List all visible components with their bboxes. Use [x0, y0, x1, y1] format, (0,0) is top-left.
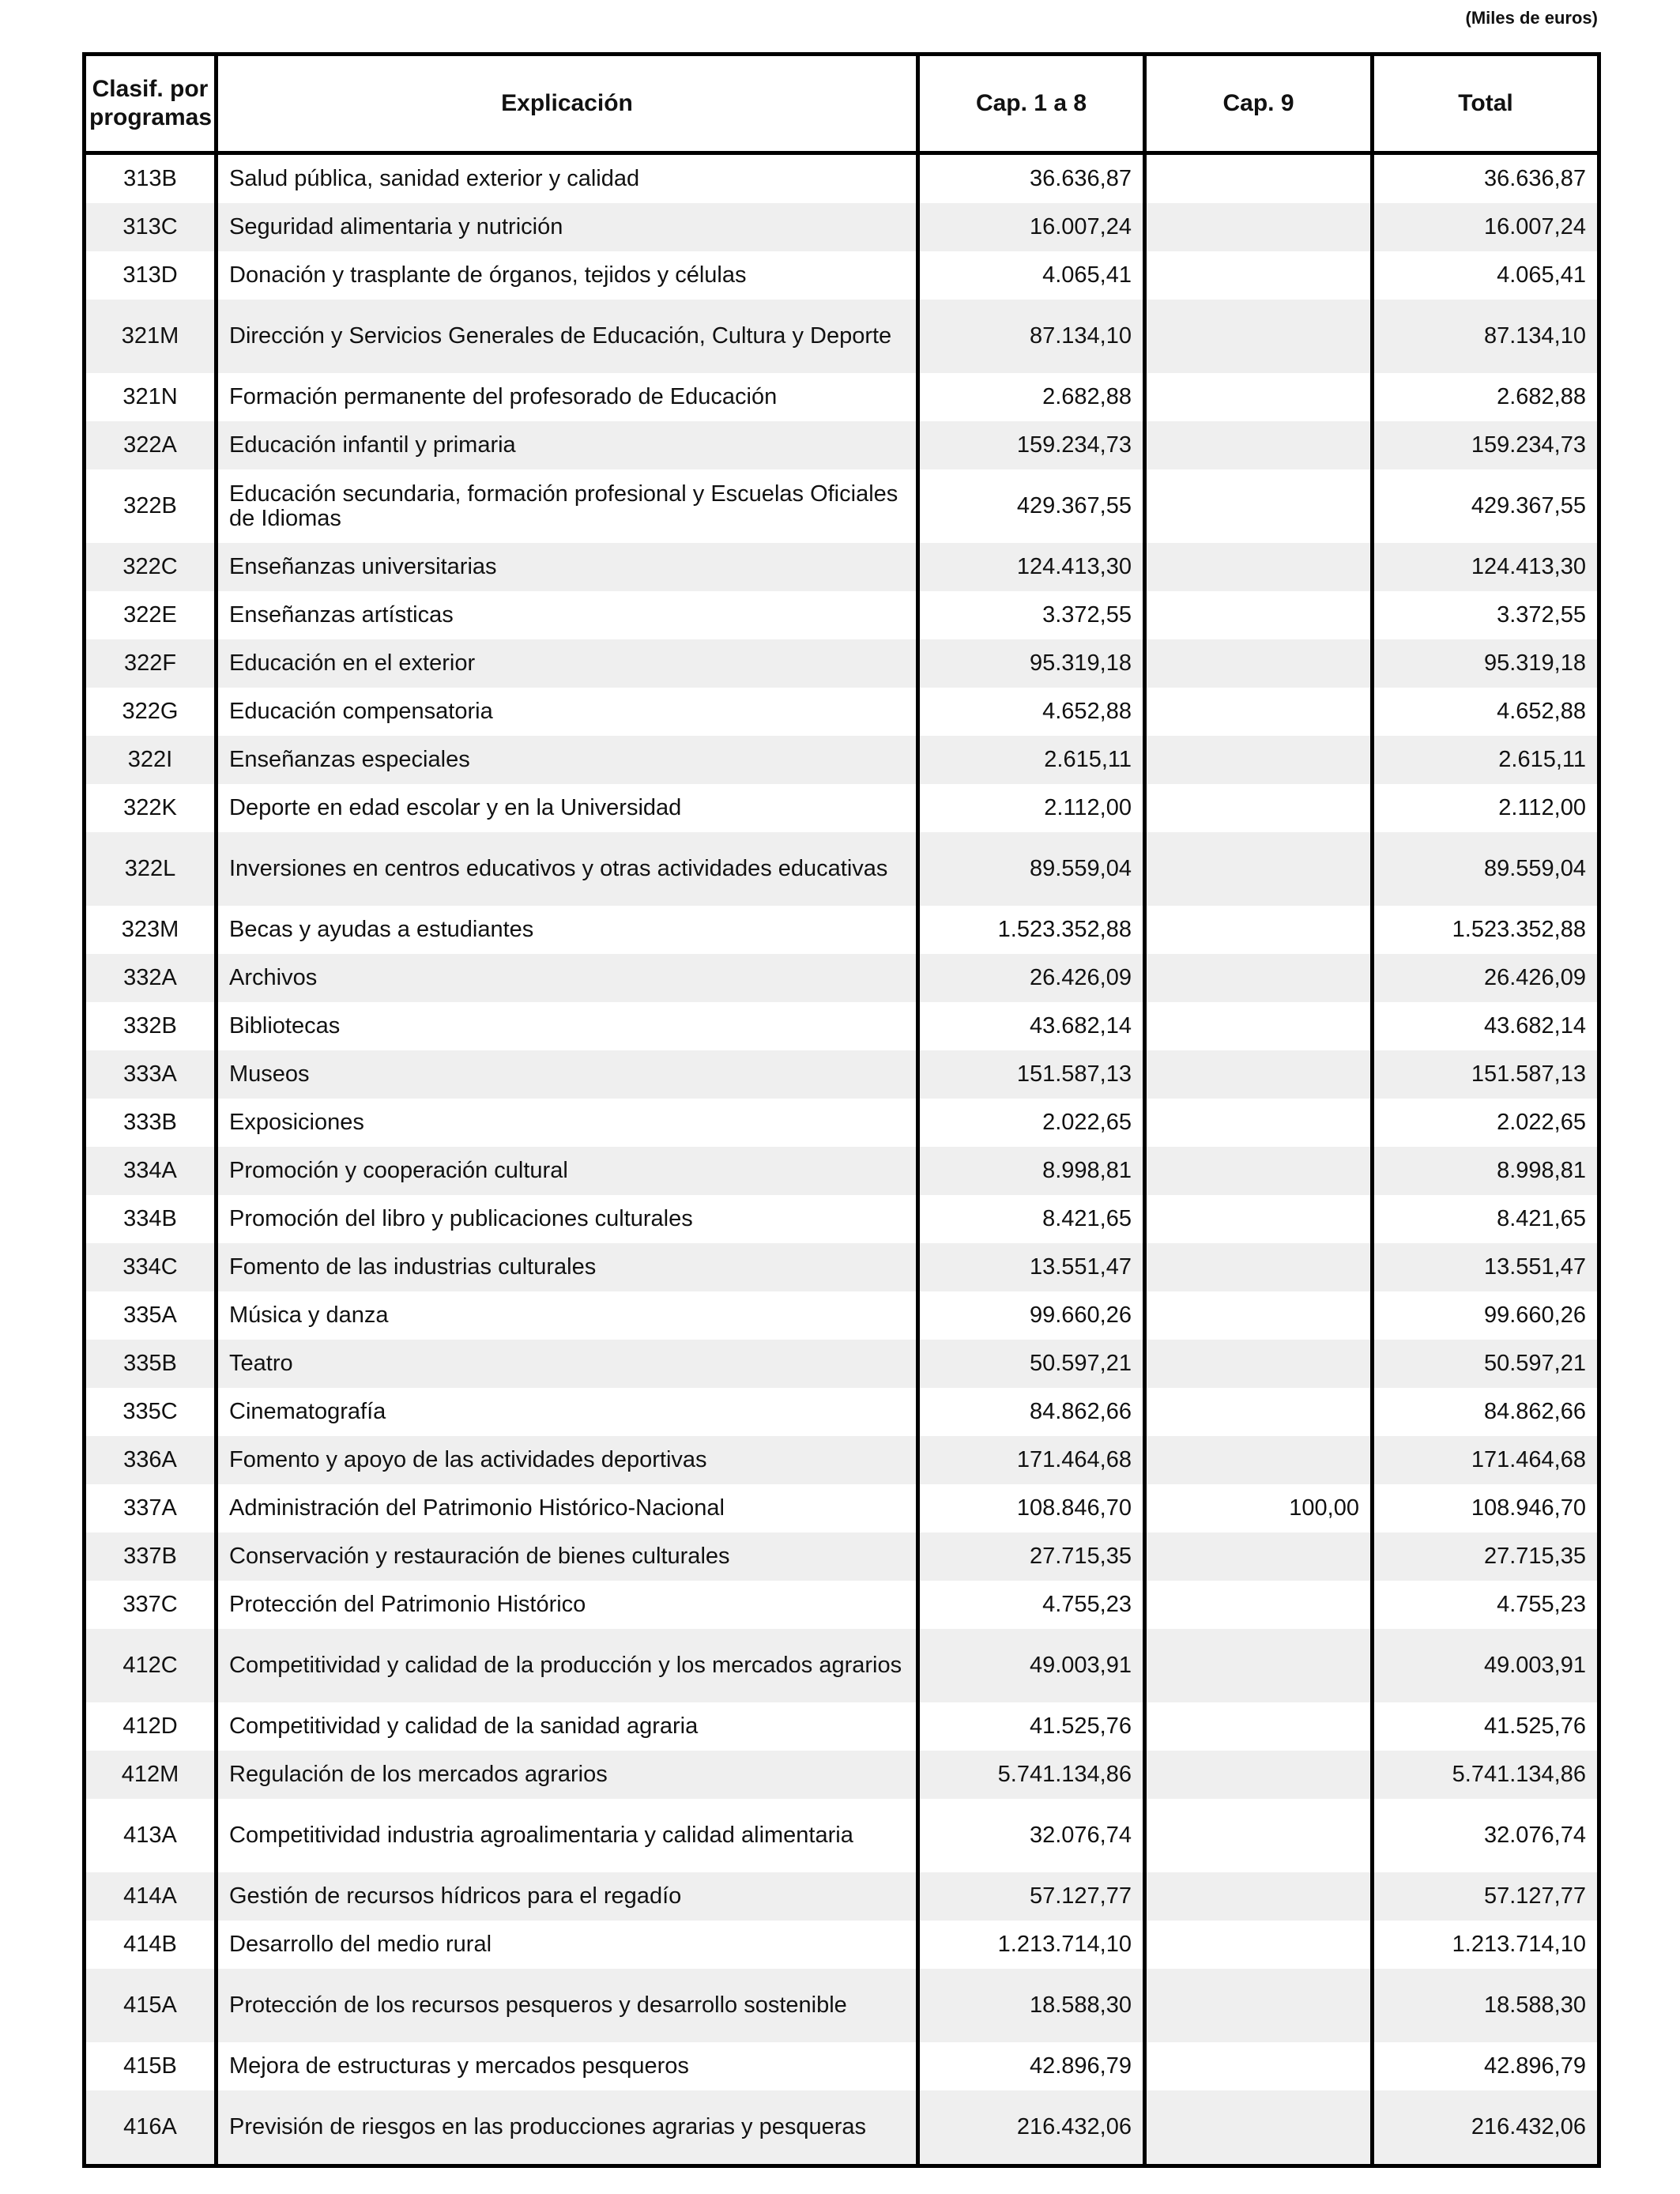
- program-code: 337C: [85, 1581, 217, 1629]
- program-description: Cinematografía: [217, 1388, 918, 1436]
- cap1-8-value: 159.234,73: [918, 421, 1145, 469]
- program-code: 412D: [85, 1702, 217, 1751]
- header-description: Explicación: [217, 55, 918, 153]
- program-code: 332A: [85, 954, 217, 1002]
- cap1-8-value: 5.741.134,86: [918, 1751, 1145, 1799]
- cap1-8-value: 1.523.352,88: [918, 906, 1145, 954]
- cap1-8-value: 2.682,88: [918, 373, 1145, 421]
- table-row: [85, 784, 1599, 832]
- total-value: 16.007,24: [1373, 203, 1599, 251]
- total-value: 4.652,88: [1373, 688, 1599, 736]
- program-code: 412C: [85, 1629, 217, 1702]
- program-description: Educación secundaria, formación profesional y Escuelas Oficiales de Idiomas: [217, 469, 918, 543]
- total-value: 49.003,91: [1373, 1629, 1599, 1702]
- table-row: [85, 954, 1599, 1002]
- program-code: 414A: [85, 1872, 217, 1921]
- cap9-value: [1145, 1388, 1373, 1436]
- table-header: [85, 55, 1599, 153]
- cap1-8-value: 4.652,88: [918, 688, 1145, 736]
- total-value: 3.372,55: [1373, 591, 1599, 639]
- cap9-value: [1145, 1969, 1373, 2042]
- cap1-8-value: 108.846,70: [918, 1484, 1145, 1532]
- program-code: 313D: [85, 251, 217, 300]
- table-row: [85, 203, 1599, 251]
- cap9-value: [1145, 688, 1373, 736]
- program-description: Deporte en edad escolar y en la Universidad: [217, 784, 918, 832]
- program-description: Museos: [217, 1050, 918, 1099]
- cap1-8-value: 16.007,24: [918, 203, 1145, 251]
- cap1-8-value: 95.319,18: [918, 639, 1145, 688]
- cap1-8-value: 87.134,10: [918, 300, 1145, 373]
- program-code: 322K: [85, 784, 217, 832]
- table-row: [85, 1921, 1599, 1969]
- cap1-8-value: 429.367,55: [918, 469, 1145, 543]
- total-value: 1.523.352,88: [1373, 906, 1599, 954]
- table-row: [85, 373, 1599, 421]
- cap1-8-value: 41.525,76: [918, 1702, 1145, 1751]
- units-note: (Miles de euros): [1465, 8, 1598, 28]
- cap9-value: [1145, 1872, 1373, 1921]
- total-value: 171.464,68: [1373, 1436, 1599, 1484]
- program-code: 337B: [85, 1532, 217, 1581]
- cap1-8-value: 124.413,30: [918, 543, 1145, 591]
- program-code: 322L: [85, 832, 217, 906]
- program-description: Educación en el exterior: [217, 639, 918, 688]
- cap1-8-value: 26.426,09: [918, 954, 1145, 1002]
- cap1-8-value: 2.022,65: [918, 1099, 1145, 1147]
- cap9-value: [1145, 784, 1373, 832]
- program-code: 413A: [85, 1799, 217, 1872]
- cap9-value: [1145, 1340, 1373, 1388]
- program-code: 322I: [85, 736, 217, 784]
- program-code: 414B: [85, 1921, 217, 1969]
- cap9-value: [1145, 1050, 1373, 1099]
- program-description: Desarrollo del medio rural: [217, 1921, 918, 1969]
- total-value: 43.682,14: [1373, 1002, 1599, 1050]
- program-description: Bibliotecas: [217, 1002, 918, 1050]
- program-description: Competitividad y calidad de la sanidad agraria: [217, 1702, 918, 1751]
- program-description: Protección de los recursos pesqueros y desarrollo sostenible: [217, 1969, 918, 2042]
- cap1-8-value: 84.862,66: [918, 1388, 1145, 1436]
- cap9-value: [1145, 1921, 1373, 1969]
- cap1-8-value: 2.615,11: [918, 736, 1145, 784]
- total-value: 108.946,70: [1373, 1484, 1599, 1532]
- total-value: 95.319,18: [1373, 639, 1599, 688]
- program-description: Enseñanzas universitarias: [217, 543, 918, 591]
- total-value: 42.896,79: [1373, 2042, 1599, 2090]
- total-value: 216.432,06: [1373, 2090, 1599, 2166]
- cap9-value: [1145, 1195, 1373, 1243]
- table-row: [85, 591, 1599, 639]
- table-body: [85, 153, 1599, 2166]
- total-value: 4.065,41: [1373, 251, 1599, 300]
- cap9-value: [1145, 1147, 1373, 1195]
- budget-table: [82, 52, 1601, 2168]
- table-row: [85, 1581, 1599, 1629]
- cap9-value: [1145, 1751, 1373, 1799]
- program-description: Promoción y cooperación cultural: [217, 1147, 918, 1195]
- cap9-value: [1145, 373, 1373, 421]
- program-code: 313B: [85, 153, 217, 204]
- program-code: 335A: [85, 1291, 217, 1340]
- table-row: [85, 1195, 1599, 1243]
- program-description: Fomento de las industrias culturales: [217, 1243, 918, 1291]
- program-code: 322B: [85, 469, 217, 543]
- cap9-value: [1145, 736, 1373, 784]
- cap9-value: [1145, 2042, 1373, 2090]
- table-row: [85, 1484, 1599, 1532]
- program-description: Inversiones en centros educativos y otras actividades educativas: [217, 832, 918, 906]
- table-row: [85, 2090, 1599, 2166]
- program-code: 334A: [85, 1147, 217, 1195]
- program-code: 322F: [85, 639, 217, 688]
- total-value: 124.413,30: [1373, 543, 1599, 591]
- total-value: 8.998,81: [1373, 1147, 1599, 1195]
- table-row: [85, 543, 1599, 591]
- program-code: 322C: [85, 543, 217, 591]
- cap1-8-value: 171.464,68: [918, 1436, 1145, 1484]
- program-code: 322E: [85, 591, 217, 639]
- program-description: Competitividad industria agroalimentaria y calidad alimentaria: [217, 1799, 918, 1872]
- cap9-value: [1145, 639, 1373, 688]
- program-code: 337A: [85, 1484, 217, 1532]
- program-description: Promoción del libro y publicaciones culturales: [217, 1195, 918, 1243]
- cap9-value: 100,00: [1145, 1484, 1373, 1532]
- total-value: 26.426,09: [1373, 954, 1599, 1002]
- program-description: Conservación y restauración de bienes culturales: [217, 1532, 918, 1581]
- table-row: [85, 469, 1599, 543]
- cap1-8-value: 27.715,35: [918, 1532, 1145, 1581]
- table-row: [85, 1436, 1599, 1484]
- program-description: Protección del Patrimonio Histórico: [217, 1581, 918, 1629]
- table-row: [85, 639, 1599, 688]
- table-row: [85, 1147, 1599, 1195]
- cap1-8-value: 8.421,65: [918, 1195, 1145, 1243]
- table-row: [85, 832, 1599, 906]
- program-code: 313C: [85, 203, 217, 251]
- total-value: 159.234,73: [1373, 421, 1599, 469]
- total-value: 8.421,65: [1373, 1195, 1599, 1243]
- table-row: [85, 300, 1599, 373]
- total-value: 87.134,10: [1373, 300, 1599, 373]
- table-row: [85, 1532, 1599, 1581]
- cap9-value: [1145, 543, 1373, 591]
- table-row: [85, 1702, 1599, 1751]
- table-row: [85, 1340, 1599, 1388]
- program-code: 336A: [85, 1436, 217, 1484]
- cap9-value: [1145, 1002, 1373, 1050]
- program-description: Enseñanzas artísticas: [217, 591, 918, 639]
- program-description: Enseñanzas especiales: [217, 736, 918, 784]
- program-description: Educación compensatoria: [217, 688, 918, 736]
- program-description: Salud pública, sanidad exterior y calidad: [217, 153, 918, 204]
- total-value: 151.587,13: [1373, 1050, 1599, 1099]
- program-description: Fomento y apoyo de las actividades deportivas: [217, 1436, 918, 1484]
- program-code: 323M: [85, 906, 217, 954]
- cap1-8-value: 8.998,81: [918, 1147, 1145, 1195]
- cap9-value: [1145, 1436, 1373, 1484]
- table-row: [85, 1099, 1599, 1147]
- program-description: Administración del Patrimonio Histórico-Nacional: [217, 1484, 918, 1532]
- program-code: 332B: [85, 1002, 217, 1050]
- cap9-value: [1145, 832, 1373, 906]
- cap9-value: [1145, 2090, 1373, 2166]
- program-code: 322A: [85, 421, 217, 469]
- cap9-value: [1145, 1799, 1373, 1872]
- cap9-value: [1145, 906, 1373, 954]
- program-code: 333B: [85, 1099, 217, 1147]
- total-value: 99.660,26: [1373, 1291, 1599, 1340]
- total-value: 2.112,00: [1373, 784, 1599, 832]
- cap9-value: [1145, 1291, 1373, 1340]
- program-description: Música y danza: [217, 1291, 918, 1340]
- cap1-8-value: 32.076,74: [918, 1799, 1145, 1872]
- total-value: 57.127,77: [1373, 1872, 1599, 1921]
- cap1-8-value: 42.896,79: [918, 2042, 1145, 2090]
- cap9-value: [1145, 300, 1373, 373]
- header-total: Total: [1373, 55, 1599, 153]
- total-value: 32.076,74: [1373, 1799, 1599, 1872]
- header-cap1-8: Cap. 1 a 8: [918, 55, 1145, 153]
- program-code: 321M: [85, 300, 217, 373]
- program-description: Archivos: [217, 954, 918, 1002]
- program-description: Regulación de los mercados agrarios: [217, 1751, 918, 1799]
- table-row: [85, 1799, 1599, 1872]
- cap9-value: [1145, 421, 1373, 469]
- program-description: Donación y trasplante de órganos, tejidos y células: [217, 251, 918, 300]
- program-description: Exposiciones: [217, 1099, 918, 1147]
- program-description: Formación permanente del profesorado de Educación: [217, 373, 918, 421]
- table-row: [85, 1872, 1599, 1921]
- program-description: Previsión de riesgos en las producciones agrarias y pesqueras: [217, 2090, 918, 2166]
- program-code: 412M: [85, 1751, 217, 1799]
- cap9-value: [1145, 251, 1373, 300]
- table-row: [85, 736, 1599, 784]
- total-value: 89.559,04: [1373, 832, 1599, 906]
- cap9-value: [1145, 1099, 1373, 1147]
- cap1-8-value: 57.127,77: [918, 1872, 1145, 1921]
- cap1-8-value: 3.372,55: [918, 591, 1145, 639]
- program-description: Dirección y Servicios Generales de Educación, Cultura y Deporte: [217, 300, 918, 373]
- program-code: 335C: [85, 1388, 217, 1436]
- total-value: 1.213.714,10: [1373, 1921, 1599, 1969]
- table-row: [85, 1243, 1599, 1291]
- cap1-8-value: 89.559,04: [918, 832, 1145, 906]
- total-value: 4.755,23: [1373, 1581, 1599, 1629]
- cap9-value: [1145, 1532, 1373, 1581]
- header-code: Clasif. por programas: [85, 55, 217, 153]
- table-row: [85, 1388, 1599, 1436]
- program-code: 416A: [85, 2090, 217, 2166]
- total-value: 36.636,87: [1373, 153, 1599, 204]
- total-value: 41.525,76: [1373, 1702, 1599, 1751]
- table-row: [85, 1291, 1599, 1340]
- program-description: Teatro: [217, 1340, 918, 1388]
- program-code: 415A: [85, 1969, 217, 2042]
- cap1-8-value: 13.551,47: [918, 1243, 1145, 1291]
- table-row: [85, 153, 1599, 204]
- total-value: 2.615,11: [1373, 736, 1599, 784]
- table-row: [85, 906, 1599, 954]
- table-row: [85, 1751, 1599, 1799]
- program-code: 321N: [85, 373, 217, 421]
- program-code: 334B: [85, 1195, 217, 1243]
- header-cap9: Cap. 9: [1145, 55, 1373, 153]
- program-description: Educación infantil y primaria: [217, 421, 918, 469]
- table-row: [85, 688, 1599, 736]
- program-description: Competitividad y calidad de la producción y los mercados agrarios: [217, 1629, 918, 1702]
- program-description: Seguridad alimentaria y nutrición: [217, 203, 918, 251]
- cap1-8-value: 4.065,41: [918, 251, 1145, 300]
- cap1-8-value: 216.432,06: [918, 2090, 1145, 2166]
- program-code: 322G: [85, 688, 217, 736]
- total-value: 50.597,21: [1373, 1340, 1599, 1388]
- table-row: [85, 1969, 1599, 2042]
- cap1-8-value: 99.660,26: [918, 1291, 1145, 1340]
- total-value: 2.682,88: [1373, 373, 1599, 421]
- cap9-value: [1145, 591, 1373, 639]
- cap9-value: [1145, 469, 1373, 543]
- program-code: 335B: [85, 1340, 217, 1388]
- cap9-value: [1145, 153, 1373, 204]
- cap9-value: [1145, 1629, 1373, 1702]
- cap1-8-value: 50.597,21: [918, 1340, 1145, 1388]
- table-row: [85, 1629, 1599, 1702]
- cap9-value: [1145, 1581, 1373, 1629]
- program-description: Gestión de recursos hídricos para el regadío: [217, 1872, 918, 1921]
- cap9-value: [1145, 203, 1373, 251]
- cap1-8-value: 151.587,13: [918, 1050, 1145, 1099]
- cap1-8-value: 36.636,87: [918, 153, 1145, 204]
- total-value: 5.741.134,86: [1373, 1751, 1599, 1799]
- cap9-value: [1145, 1243, 1373, 1291]
- total-value: 429.367,55: [1373, 469, 1599, 543]
- program-code: 333A: [85, 1050, 217, 1099]
- cap1-8-value: 2.112,00: [918, 784, 1145, 832]
- program-description: Becas y ayudas a estudiantes: [217, 906, 918, 954]
- total-value: 27.715,35: [1373, 1532, 1599, 1581]
- table-row: [85, 2042, 1599, 2090]
- header-row: [85, 55, 1599, 153]
- program-code: 415B: [85, 2042, 217, 2090]
- total-value: 13.551,47: [1373, 1243, 1599, 1291]
- cap1-8-value: 18.588,30: [918, 1969, 1145, 2042]
- total-value: 84.862,66: [1373, 1388, 1599, 1436]
- table-row: [85, 251, 1599, 300]
- cap1-8-value: 1.213.714,10: [918, 1921, 1145, 1969]
- cap9-value: [1145, 1702, 1373, 1751]
- cap9-value: [1145, 954, 1373, 1002]
- cap1-8-value: 43.682,14: [918, 1002, 1145, 1050]
- table-row: [85, 421, 1599, 469]
- table-row: [85, 1002, 1599, 1050]
- cap1-8-value: 49.003,91: [918, 1629, 1145, 1702]
- total-value: 2.022,65: [1373, 1099, 1599, 1147]
- table-row: [85, 1050, 1599, 1099]
- program-code: 334C: [85, 1243, 217, 1291]
- total-value: 18.588,30: [1373, 1969, 1599, 2042]
- program-description: Mejora de estructuras y mercados pesqueros: [217, 2042, 918, 2090]
- cap1-8-value: 4.755,23: [918, 1581, 1145, 1629]
